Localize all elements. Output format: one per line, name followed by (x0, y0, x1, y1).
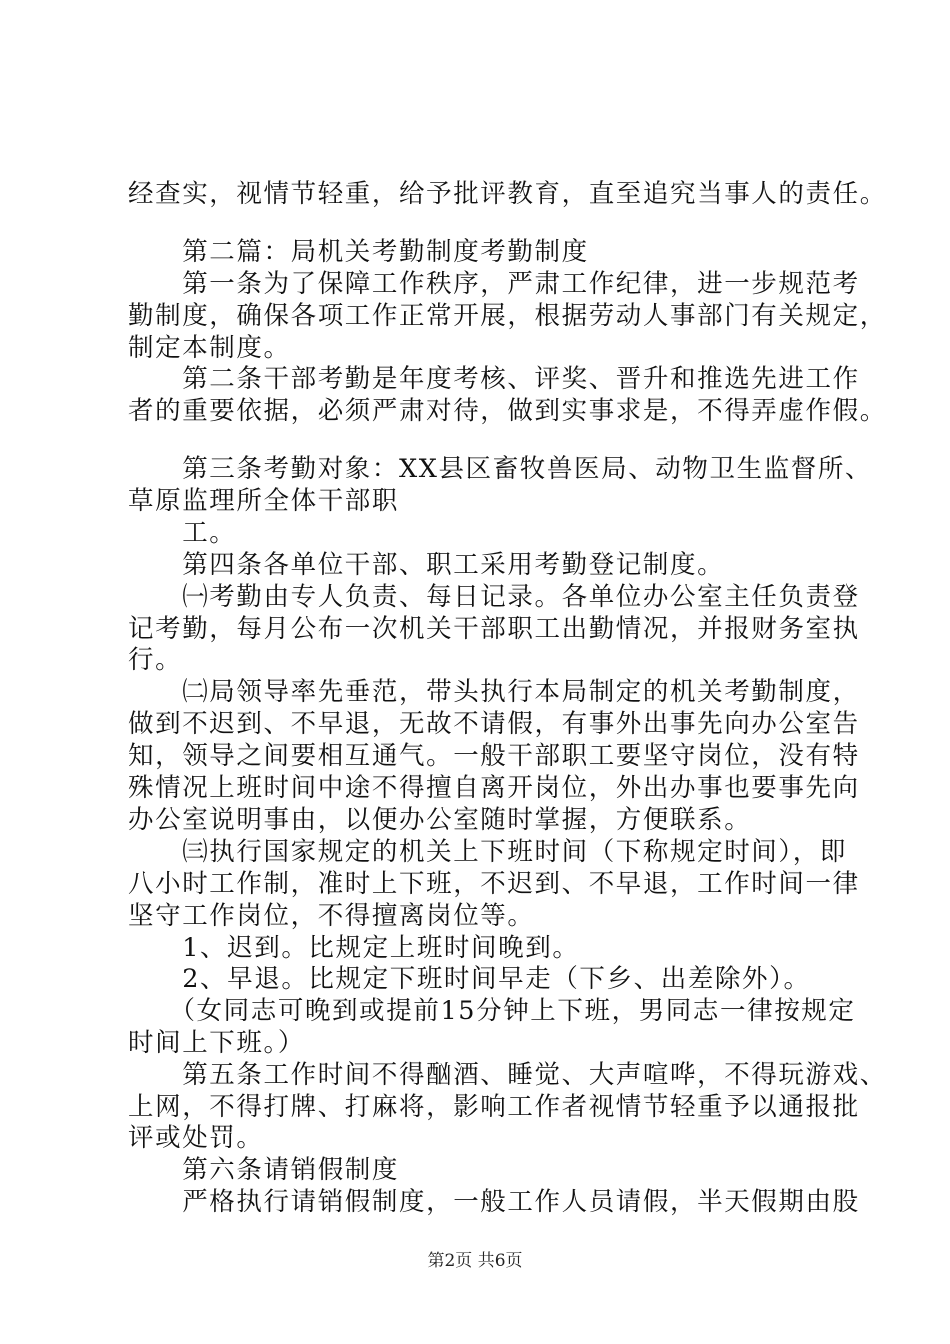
text-line: 第六条请销假制度 (128, 1155, 400, 1185)
text-line: 八小时工作制，准时上下班，不迟到、不早退，工作时间一律 (128, 869, 860, 899)
text-line: ㈡局领导率先垂范，带头执行本局制定的机关考勤制度， (128, 677, 860, 707)
text-line: 做到不迟到、不早退，无故不请假，有事外出事先向办公室告 (128, 709, 860, 739)
text-line: 第四条各单位干部、职工采用考勤登记制度。 (128, 550, 725, 580)
text-line: ㈢执行国家规定的机关上下班时间（下称规定时间），即 (128, 837, 847, 867)
text-line: 严格执行请销假制度，一般工作人员请假，半天假期由股 (128, 1187, 860, 1217)
text-line: 办公室说明事由，以便办公室随时掌握，方便联系。 (128, 805, 752, 835)
text-line: 时间上下班。） (128, 1028, 305, 1058)
text-line: 第一条为了保障工作秩序，严肃工作纪律，进一步规范考 (128, 269, 860, 299)
text-line: 2、早退。比规定下班时间早走（下乡、出差除外）。 (128, 964, 811, 994)
text-line: 殊情况上班时间中途不得擅自离开岗位，外出办事也要事先向 (128, 773, 860, 803)
text-line: 记考勤，每月公布一次机关干部职工出勤情况，并报财务室执 (128, 614, 860, 644)
text-line: 第二条干部考勤是年度考核、评奖、晋升和推选先进工作 (128, 364, 860, 394)
text-line: （女同志可晚到或提前15分钟上下班，男同志一律按规定 (128, 996, 856, 1026)
text-line: 评或处罚。 (128, 1123, 264, 1153)
text-line: 1、迟到。比规定上班时间晚到。 (128, 933, 580, 963)
text-line: 经查实，视情节轻重，给予批评教育，直至追究当事人的责任。 (128, 179, 887, 209)
text-line: 知，领导之间要相互通气。一般干部职工要坚守岗位，没有特 (128, 741, 860, 771)
text-line: 第五条工作时间不得酗酒、睡觉、大声喧哗，不得玩游戏、 (128, 1060, 887, 1090)
text-line: ㈠考勤由专人负责、每日记录。各单位办公室主任负责登 (128, 582, 860, 612)
text-line: 工。 (128, 518, 237, 548)
text-line: 勤制度，确保各项工作正常开展，根据劳动人事部门有关规定， (128, 301, 887, 331)
text-line: 行。 (128, 645, 183, 675)
text-line: 者的重要依据，必须严肃对待，做到实事求是，不得弄虚作假。 (128, 396, 887, 426)
text-line: 制定本制度。 (128, 333, 291, 363)
page-number-footer: 第2页 共6页 (427, 1251, 523, 1271)
text-line: 坚守工作岗位，不得擅离岗位等。 (128, 901, 535, 931)
text-line: 第三条考勤对象：XX县区畜牧兽医局、动物卫生监督所、 (128, 454, 873, 484)
text-line: 上网，不得打牌、打麻将，影响工作者视情节轻重予以通报批 (128, 1092, 860, 1122)
section-heading: 第二篇：局机关考勤制度考勤制度 (128, 237, 589, 267)
text-line: 草原监理所全体干部职 (128, 486, 400, 516)
